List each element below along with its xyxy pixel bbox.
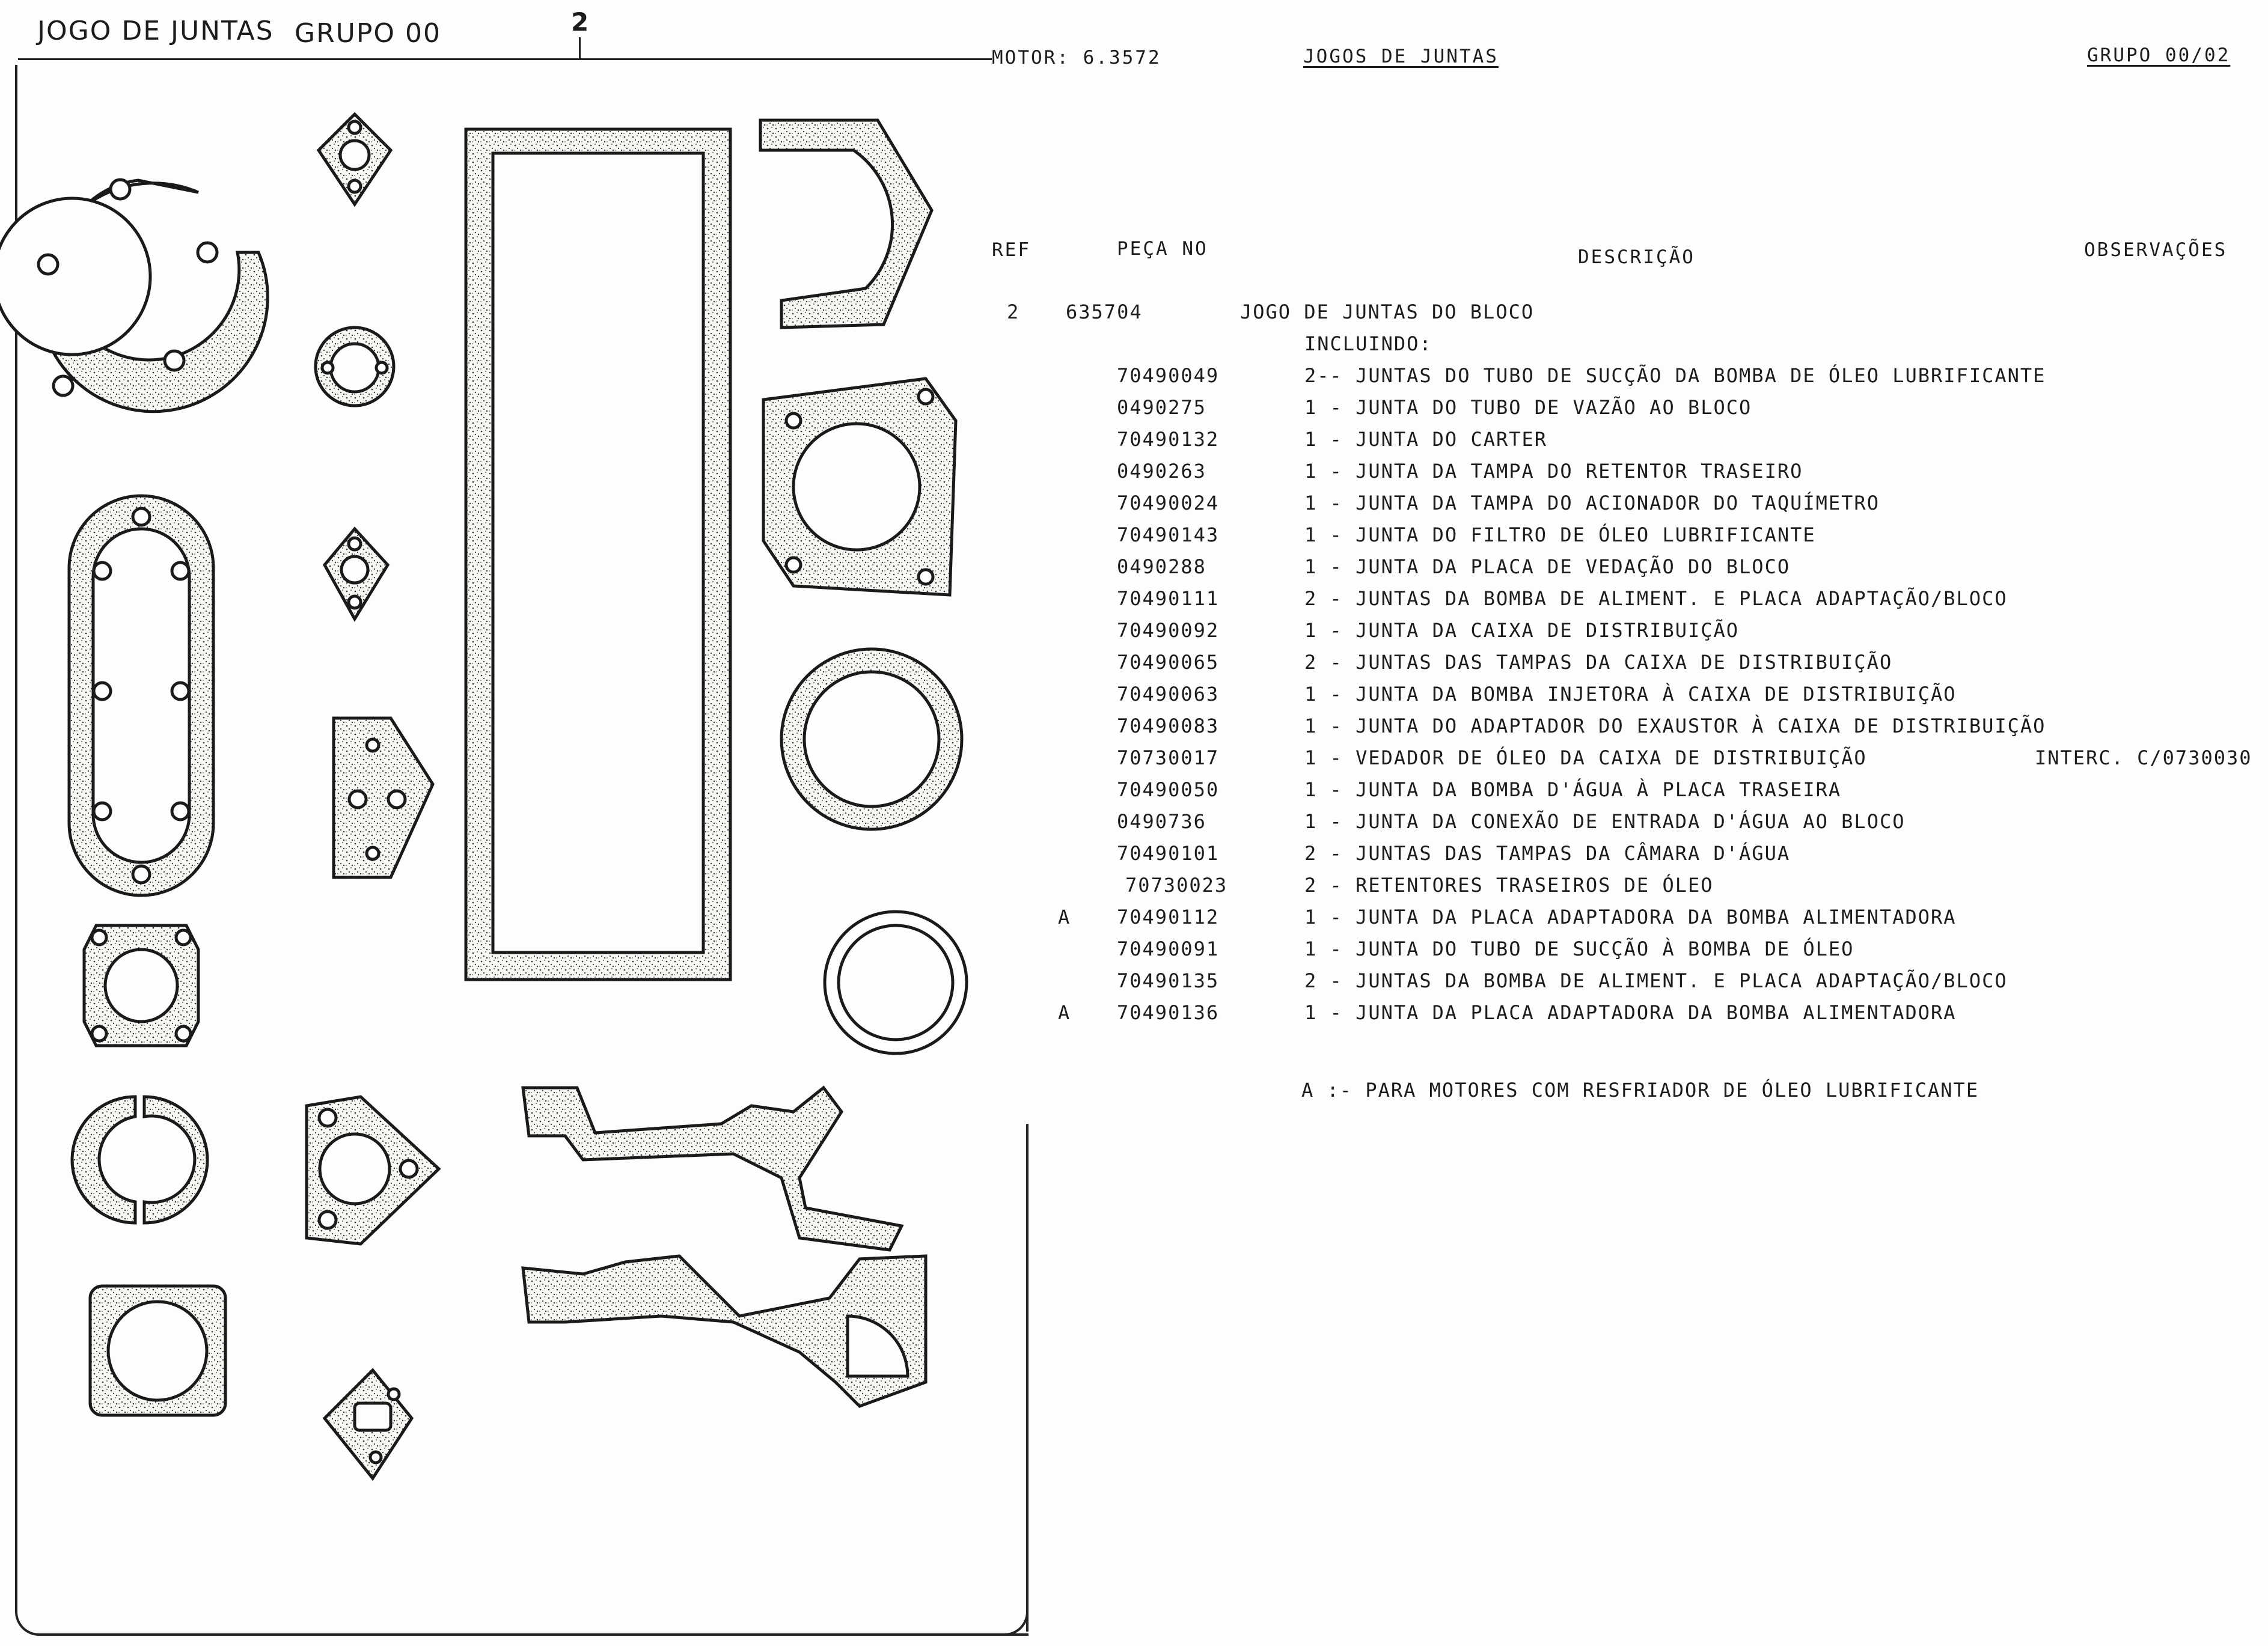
- row-description: 1 - JUNTA DA BOMBA D'ÁGUA À PLACA TRASEIRA: [1304, 778, 1842, 801]
- table-row: [0, 746, 2268, 778]
- column-ref: REF: [992, 239, 1031, 261]
- row-part-number: 0490288: [1117, 555, 1206, 578]
- row-description: 1 - JUNTA DA TAMPA DO RETENTOR TRASEIRO: [1304, 460, 1803, 483]
- table-row: [0, 778, 2268, 809]
- row-part-number: 0490275: [1117, 396, 1206, 419]
- diamond-gasket-1: [319, 114, 391, 204]
- row-part-number: 635704: [1066, 300, 1143, 323]
- page-group: GRUPO 00/02: [2087, 44, 2231, 66]
- row-part-number: 0490736: [1117, 810, 1206, 833]
- row-description: 2-- JUNTAS DO TUBO DE SUCÇÃO DA BOMBA DE ÓLEO LUBRIFICANTE: [1304, 364, 2046, 387]
- table-row: [0, 428, 2268, 459]
- row-part-number: 70490091: [1117, 937, 1220, 960]
- column-description: DESCRIÇÃO: [1578, 246, 1695, 268]
- row-description: 1 - JUNTA DO TUBO DE SUCÇÃO À BOMBA DE ÓLEO: [1304, 937, 1854, 960]
- row-part-number: 70490049: [1117, 364, 1220, 387]
- row-part-number: 70490111: [1117, 587, 1220, 610]
- row-description: 2 - JUNTAS DAS TAMPAS DA CÂMARA D'ÁGUA: [1304, 842, 1791, 865]
- rear-seal-half-gasket: [760, 120, 932, 328]
- row-part-number: 70490136: [1117, 1001, 1220, 1024]
- table-row: [0, 842, 2268, 873]
- table-row: [0, 555, 2268, 587]
- row-description: 1 - JUNTA DA CAIXA DE DISTRIBUIÇÃO: [1304, 619, 1740, 642]
- page-title: JOGO DE JUNTAS: [37, 16, 274, 46]
- row-part-number: 70490050: [1117, 778, 1220, 801]
- row-description: 1 - JUNTA DA CONEXÃO DE ENTRADA D'ÁGUA AO BLOCO: [1304, 810, 1906, 833]
- square-gasket: [90, 1286, 225, 1415]
- column-observations: OBSERVAÇÕES: [2084, 239, 2228, 261]
- timing-case-gasket-lower: [523, 1256, 926, 1406]
- row-ref: A: [1058, 1001, 1071, 1024]
- row-description: 1 - JUNTA DO CARTER: [1304, 428, 1548, 451]
- table-row: [0, 1001, 2268, 1032]
- row-part-number: 0490263: [1117, 460, 1206, 483]
- table-row: [0, 969, 2268, 1001]
- row-description: 1 - JUNTA DO FILTRO DE ÓLEO LUBRIFICANTE: [1304, 523, 1816, 546]
- row-description: 1 - VEDADOR DE ÓLEO DA CAIXA DE DISTRIBUIÇÃO: [1304, 746, 1867, 769]
- row-part-number: 70730023: [1125, 874, 1228, 897]
- row-description: INCLUINDO:: [1304, 332, 1432, 355]
- row-part-number: 70490083: [1117, 715, 1220, 737]
- row-description: 2 - JUNTAS DAS TAMPAS DA CAIXA DE DISTRIBUIÇÃO: [1304, 651, 1893, 674]
- row-part-number: 70490063: [1117, 683, 1220, 706]
- table-row: [0, 587, 2268, 618]
- table-row: [0, 492, 2268, 523]
- row-description: 1 - JUNTA DA PLACA ADAPTADORA DA BOMBA ALIMENTADORA: [1304, 906, 1957, 928]
- diamond-gasket-3: [325, 1370, 412, 1478]
- triangle-gasket: [307, 1097, 439, 1244]
- callout-number: 2: [571, 7, 589, 37]
- row-ref: 2: [1007, 300, 1020, 323]
- row-description: 1 - JUNTA DO ADAPTADOR DO EXAUSTOR À CAIXA DE DISTRIBUIÇÃO: [1304, 715, 2046, 737]
- row-description: 1 - JUNTA DO TUBO DE VAZÃO AO BLOCO: [1304, 396, 1752, 419]
- row-part-number: 70490101: [1117, 842, 1220, 865]
- split-ring-gasket: [72, 1097, 207, 1223]
- row-part-number: 70490024: [1117, 492, 1220, 514]
- timing-case-gasket-upper: [523, 1088, 902, 1250]
- row-description: 1 - JUNTA DA BOMBA INJETORA À CAIXA DE DISTRIBUIÇÃO: [1304, 683, 1957, 706]
- section-title: JOGOS DE JUNTAS: [1303, 46, 1499, 67]
- table-row: [0, 396, 2268, 427]
- row-part-number: 70490065: [1117, 651, 1220, 674]
- table-row: [0, 651, 2268, 682]
- row-description: 2 - JUNTAS DA BOMBA DE ALIMENT. E PLACA ADAPTAÇÃO/BLOCO: [1304, 969, 2008, 992]
- row-description: JOGO DE JUNTAS DO BLOCO: [1240, 300, 1535, 323]
- row-description: 2 - JUNTAS DA BOMBA DE ALIMENT. E PLACA ADAPTAÇÃO/BLOCO: [1304, 587, 2008, 610]
- row-observation: INTERC. C/0730030: [2035, 746, 2252, 769]
- row-part-number: 70490132: [1117, 428, 1220, 451]
- table-row: [0, 300, 2233, 332]
- table-row: [0, 937, 2268, 969]
- row-part-number: 70730017: [1117, 746, 1220, 769]
- table-row: [0, 460, 2268, 491]
- row-part-number: 70490092: [1117, 619, 1220, 642]
- table-row: [0, 683, 2268, 714]
- table-row: [0, 523, 2268, 555]
- row-description: 1 - JUNTA DA TAMPA DO ACIONADOR DO TAQUÍMETRO: [1304, 492, 1880, 514]
- row-ref: A: [1058, 906, 1071, 928]
- row-part-number: 70490112: [1117, 906, 1220, 928]
- row-part-number: 70490143: [1117, 523, 1220, 546]
- table-row: [0, 810, 2268, 841]
- motor-label: MOTOR: 6.3572: [992, 47, 1161, 69]
- footnote: A :- PARA MOTORES COM RESFRIADOR DE ÓLEO LUBRIFICANTE: [1301, 1079, 1979, 1102]
- table-row: [0, 332, 2268, 364]
- row-part-number: 70490135: [1117, 969, 1220, 992]
- table-row: [0, 364, 2268, 395]
- column-part-number: PEÇA NO: [1117, 238, 1208, 260]
- table-row: [0, 874, 2268, 905]
- table-row: [0, 715, 2268, 746]
- row-description: 2 - RETENTORES TRASEIROS DE ÓLEO: [1304, 874, 1714, 897]
- table-row: [0, 619, 2268, 650]
- row-description: 1 - JUNTA DA PLACA DE VEDAÇÃO DO BLOCO: [1304, 555, 1791, 578]
- table-row: [0, 906, 2268, 937]
- row-description: 1 - JUNTA DA PLACA ADAPTADORA DA BOMBA ALIMENTADORA: [1304, 1001, 1957, 1024]
- group-label: GRUPO 00: [295, 18, 442, 49]
